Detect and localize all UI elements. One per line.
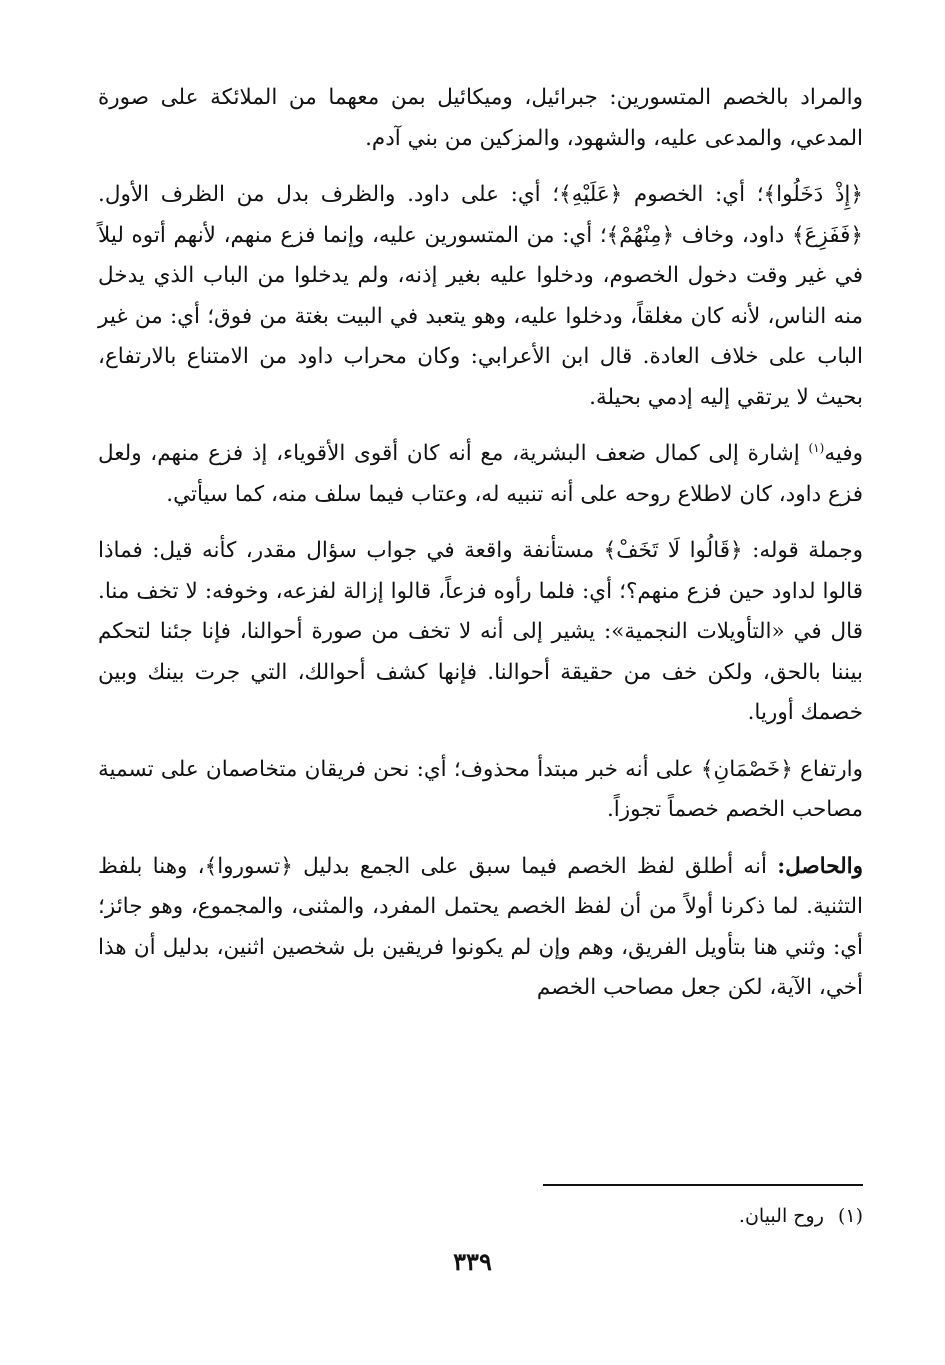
page-body	[98, 78, 863, 1025]
paragraph-4-text: وجملة قوله: ﴿قَالُوا لَا تَخَفْ﴾ مستأنفة واقعة في جواب سؤال مقدر، كأنه قيل: فماذا قالوا لداود حين فزع منهم؟؛ أي: فلما رأوه فزعاً، قالوا إزالة لفزعه، وخوفه: لا تخف منا. قال في «التأويلات النجمية»: يشير إلى أنه لا تخف من صورة أحوالنا، فإنا جئنا لتحكم بيننا بالحق، ولكن خف من حقيقة أحوالنا. فإنها كشف أحوالك، التي جرت بينك وبين خصمك أوريا.	[98, 538, 863, 725]
paragraph-6-lead: والحاصل:	[777, 853, 863, 879]
paragraph-5-text: وارتفاع ﴿خَصْمَانِ﴾ على أنه خبر مبتدأ محذوف؛ أي: نحن فريقان متخاصمان على تسمية مصاحب الخصم خصماً تجوزاً.	[98, 756, 863, 822]
paragraph-4	[98, 531, 863, 734]
page-number: ٣٣٩	[453, 1247, 492, 1276]
paragraph-3-text-start: وفيه	[824, 441, 863, 466]
paragraph-1-text: والمراد بالخصم المتسورين: جبرائيل، وميكائيل بمن معهما من الملائكة على صورة المدعي، والمدعى عليه، والشهود، والمزكين من بني آدم.	[98, 85, 863, 151]
paragraph-2-text: ﴿إِذْ دَخَلُوا﴾؛ أي: الخصوم ﴿عَلَيْهِ﴾؛ أي: على داود. والظرف بدل من الظرف الأول. ﴿فَفَزِعَ﴾ داود، وخاف ﴿مِنْهُمْ﴾؛ أي: من المتسورين عليه، وإنما فزع منهم، لأنهم أتوه ليلاً في غير وقت دخول الخصوم، ودخلوا عليه بغير إذنه، ولم يدخلوا من الباب الذي يدخل منه الناس، لأنه كان مغلقاً، ودخلوا عليه، وهو يتعبد في البيت بغتة من فوق؛ أي: من غير الباب على خلاف العادة. قال ابن الأعرابي: وكان محراب داود من الامتناع بالارتفاع، بحيث لا يرتقي إليه إدمي بحيلة.	[98, 182, 863, 410]
paragraph-6-text: أنه أطلق لفظ الخصم فيما سبق على الجمع بدليل ﴿تسوروا﴾، وهنا بلفظ التثنية. لما ذكرنا أولاً من أن لفظ الخصم يحتمل المفرد، والمثنى، والمجموع، وهو جائز؛ أي: وثني هنا بتأويل الفريق، وهم وإن لم يكونوا فريقين بل شخصين اثنين، بدليل أن هذا أخي، الآية، لكن جعل مصاحب الخصم	[98, 853, 863, 1000]
footnote-marker: (١)	[808, 440, 825, 455]
footnote-separator	[543, 1184, 863, 1186]
paragraph-3	[98, 434, 863, 515]
footnote	[739, 1200, 863, 1232]
paragraph-3-text-rest: إشارة إلى كمال ضعف البشرية، مع أنه كان أقوى الأقوياء، إذ فزع منهم، ولعل فزع داود، كان لاطلاع روحه على أنه تنبيه له، وعتاب فيما سلف منه، كما سيأتي.	[98, 441, 863, 507]
paragraph-6	[98, 847, 863, 1009]
paragraph-1	[98, 78, 863, 159]
paragraph-5	[98, 750, 863, 831]
paragraph-2	[98, 175, 863, 418]
footnote-number: (١)	[837, 1205, 863, 1227]
footnote-text: روح البيان.	[738, 1205, 824, 1227]
